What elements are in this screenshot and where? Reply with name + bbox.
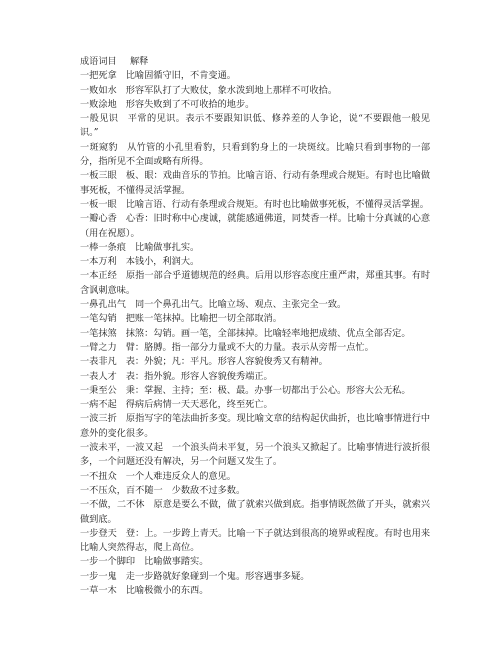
entry-row xyxy=(80,255,430,269)
idiom-definition: 得病后病情一天天恶化，终至死亡。 xyxy=(125,399,273,411)
idiom-definition: 本钱小，利润大。 xyxy=(125,256,200,268)
entry-row xyxy=(80,169,430,198)
entry-row xyxy=(80,312,430,326)
entry-row xyxy=(80,341,430,355)
idiom-term: 一不做，二不休 xyxy=(80,499,145,511)
entry-row xyxy=(80,570,430,584)
idiom-term: 一把死拿 xyxy=(80,70,117,82)
idiom-definition: 登：上。一步跨上青天。比喻一下子就达到很高的境界或程度。有时也用来比喻人突然得志，爬上高位。 xyxy=(80,527,431,554)
idiom-term: 一草一木 xyxy=(80,584,117,596)
idiom-definition: 比喻固循守旧，不肯变通。 xyxy=(125,70,236,82)
idiom-term: 一表人才 xyxy=(80,370,117,382)
header-row xyxy=(80,55,430,69)
idiom-term: 一板三眼 xyxy=(80,170,117,182)
idiom-term: 一步登天 xyxy=(80,527,117,539)
idiom-definition: 抹煞：勾销。画一笔，全部抹掉。比喻轻率地把成绩、优点全部否定。 xyxy=(125,327,411,339)
idiom-definition: 一个浪头尚未平复，另一个浪头又掀起了。比喻事情进行波折很多，一个问题还没有解决，另一个问题又发生了。 xyxy=(80,442,431,468)
idiom-term: 一波未平，一波又起 xyxy=(80,442,163,454)
entry-row xyxy=(80,441,430,470)
idiom-definition: 臂：胳膊。指一部分力量或不大的力量。表示从旁帮一点忙。 xyxy=(125,341,374,353)
idiom-term: 一败涂地 xyxy=(80,98,117,110)
entry-row xyxy=(80,298,430,312)
entry-row xyxy=(80,198,430,212)
idiom-definition: 比喻做事扎实。 xyxy=(134,241,200,253)
entry-row xyxy=(80,484,430,498)
idiom-term: 一板一眼 xyxy=(80,198,117,210)
idiom-definition: 平常的见识。表示不要跟知识低、修养差的人争论，说“不要跟他一般见识。” xyxy=(80,113,430,139)
idiom-definition: 从竹管的小孔里看豹，只看到豹身上的一块斑纹。比喻只看到事物的一部分，指所见不全面或略有所得。 xyxy=(80,141,431,168)
idiom-definition: 少数敌不过多数。 xyxy=(171,484,246,496)
idiom-definition: 形容失败到了不可收拾的地步。 xyxy=(125,98,255,110)
idiom-term: 一本万利 xyxy=(80,256,117,268)
entry-row xyxy=(80,69,430,83)
idiom-term: 一笔勾销 xyxy=(80,313,117,325)
entry-row xyxy=(80,527,430,556)
entry-row xyxy=(80,398,430,412)
entry-row xyxy=(80,384,430,398)
idiom-term: 一本正经 xyxy=(80,270,117,282)
idiom-term: 一瓣心香 xyxy=(80,213,117,225)
idiom-definition: 秉：掌握、主持；至：极、最。办事一切都出于公心。形容大公无私。 xyxy=(125,384,411,396)
idiom-definition: 比喻极微小的东西。 xyxy=(125,584,209,596)
entry-row xyxy=(80,555,430,569)
entry-row xyxy=(80,370,430,384)
idiom-term: 一波三折 xyxy=(80,413,117,425)
entry-row xyxy=(80,327,430,341)
idiom-term: 一棒一条痕 xyxy=(80,241,126,253)
idiom-definition: 板、眼：戏曲音乐的节拍。比喻言语、行动有条理或合规矩。有时也比喻做事死板，不懂得灵活掌握。 xyxy=(80,170,431,196)
idiom-definition: 心香：旧时称中心虔诚，就能感通佛道，同焚香一样。比喻十分真诚的心意（用在祝愿）。 xyxy=(80,213,431,239)
entry-row xyxy=(80,141,430,170)
idiom-term: 一笔抹煞 xyxy=(80,327,117,339)
idiom-definition: 同一个鼻孔出气。比喻立场、观点、主张完全一致。 xyxy=(134,299,347,311)
idiom-term: 一败如水 xyxy=(80,84,117,96)
idiom-definition: 走一步路就好象碰到一个鬼。形容遇事多疑。 xyxy=(125,570,310,582)
entries xyxy=(80,69,430,598)
entry-row xyxy=(80,269,430,298)
entry-row xyxy=(80,470,430,484)
idiom-term: 一般见识 xyxy=(80,113,119,125)
idiom-definition: 表：指外貌。形容人容貌俊秀端正。 xyxy=(125,370,273,382)
idiom-definition: 原意是要么不做，做了就索兴做到底。指事情既然做了开头，就索兴做到底。 xyxy=(80,499,431,525)
term-column-label: 成语词目 xyxy=(80,56,117,67)
entry-row xyxy=(80,584,430,598)
entry-row xyxy=(80,241,430,255)
idiom-list xyxy=(80,55,430,598)
entry-row xyxy=(80,412,430,441)
definition-column-label: 解释 xyxy=(130,56,149,67)
entry-row xyxy=(80,498,430,527)
entry-row xyxy=(80,84,430,98)
idiom-definition: 形容军队打了大败仗，象水泼到地上那样不可收拾。 xyxy=(125,84,338,96)
idiom-term: 一不扭众 xyxy=(80,470,117,482)
idiom-definition: 一个人难违反众人的意见。 xyxy=(125,470,236,482)
idiom-term: 一表非凡 xyxy=(80,356,117,368)
idiom-term: 一斑窥豹 xyxy=(80,141,118,153)
idiom-term: 一秉至公 xyxy=(80,384,117,396)
idiom-term: 一不压众，百不随一 xyxy=(80,484,163,496)
idiom-term: 一臂之力 xyxy=(80,341,117,353)
idiom-definition: 原指一部合乎道德规范的经典。后用以形容态度庄重严肃，郑重其事。有时含讽刺意味。 xyxy=(80,270,431,296)
entry-row xyxy=(80,112,430,141)
idiom-definition: 比喻言语、行动有条理或合规矩。有时也比喻做事死板，不懂得灵活掌握。 xyxy=(125,198,429,210)
entry-row xyxy=(80,98,430,112)
idiom-definition: 比喻做事踏实。 xyxy=(144,556,209,568)
idiom-definition: 表：外貌；凡：平凡。形容人容貌俊秀又有精神。 xyxy=(125,356,328,368)
idiom-term: 一鼻孔出气 xyxy=(80,299,126,311)
idiom-definition: 把账一笔抹掉。比喻把一切全部取消。 xyxy=(125,313,282,325)
entry-row xyxy=(80,212,430,241)
idiom-term: 一步一个脚印 xyxy=(80,556,136,568)
idiom-term: 一步一鬼 xyxy=(80,570,117,582)
idiom-definition: 原指写字的笔法曲折多变。现比喻文章的结构起伏曲折，也比喻事情进行中意外的变化很多。 xyxy=(80,413,431,439)
idiom-term: 一病不起 xyxy=(80,399,117,411)
entry-row xyxy=(80,355,430,369)
